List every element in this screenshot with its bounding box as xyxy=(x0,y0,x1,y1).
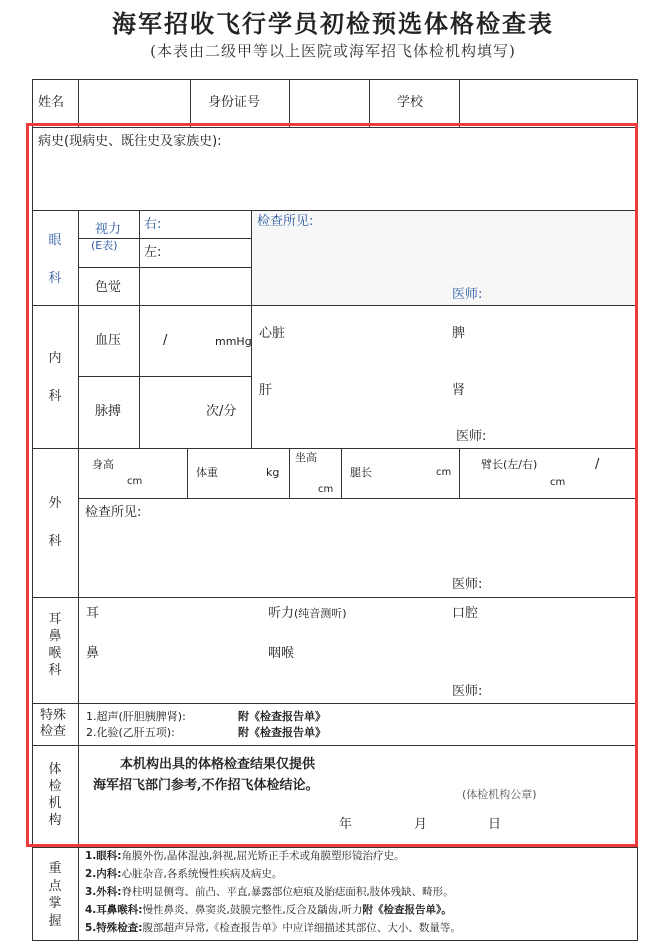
kidney-label: 肾 xyxy=(452,383,466,398)
page-subtitle: (本表由二级甲等以上医院或海军招飞体检机构填写) xyxy=(150,42,516,60)
ent-doctor-label: 医师: xyxy=(452,684,483,699)
school-label: 学校 xyxy=(397,95,424,110)
eye-doctor-label: 医师: xyxy=(452,287,483,302)
height-unit: cm xyxy=(127,476,143,487)
left-eye-label: 左: xyxy=(144,245,162,260)
keypoint-item: 1.眼科:角膜外伤,晶体混浊,斜视,屈光矫正手术或角膜塑形镜治疗史。 xyxy=(85,850,405,862)
org-section-label: 体 检 机 构 xyxy=(48,762,62,828)
keypoint-item: 2.内科:心脏杂音,各系统慢性疾病及病史。 xyxy=(85,868,283,880)
special-section-label: 特殊 检查 xyxy=(40,708,67,740)
vision-label: 视力 xyxy=(95,222,122,237)
internal-doctor-label: 医师: xyxy=(456,429,487,444)
color-vision-label: 色觉 xyxy=(95,280,122,295)
date-day-label: 日 xyxy=(488,817,502,832)
right-eye-label: 右: xyxy=(144,217,162,232)
liver-label: 肝 xyxy=(259,383,273,398)
heart-label: 心脏 xyxy=(259,326,286,341)
eye-findings-label: 检查所见: xyxy=(257,214,314,229)
arm-length-label: 臂长(左/右) xyxy=(481,458,538,471)
special-item-1: 1.超声(肝胆胰脾肾): xyxy=(86,710,186,723)
sit-height-unit: cm xyxy=(318,484,334,495)
weight-label: 体重 xyxy=(196,466,218,479)
hearing-sub-label: (纯音测听) xyxy=(294,607,347,620)
bp-separator: / xyxy=(163,333,168,348)
keypoints-section-label: 重 点 掌 握 xyxy=(48,861,62,929)
arm-length-separator: / xyxy=(595,457,600,472)
surgery-section-label: 外 科 xyxy=(48,496,62,549)
keypoint-item: 5.特殊检查:腹部超声异常,《检查报告单》中应详细描述其部位、大小、数量等。 xyxy=(85,922,461,934)
arm-length-unit: cm xyxy=(550,477,566,488)
ear-label: 耳 xyxy=(86,606,100,621)
highlight-box xyxy=(26,123,638,847)
surgery-doctor-label: 医师: xyxy=(452,577,483,592)
name-label: 姓名 xyxy=(38,95,65,110)
special-item-2: 2.化验(乙肝五项): xyxy=(86,726,175,739)
height-label: 身高 xyxy=(92,458,114,471)
throat-label: 咽喉 xyxy=(268,646,295,661)
pulse-unit: 次/分 xyxy=(206,404,237,419)
spleen-label: 脾 xyxy=(452,326,466,341)
date-month-label: 月 xyxy=(414,817,428,832)
ent-section-label: 耳 鼻 喉 科 xyxy=(48,612,62,678)
history-label: 病史(现病史、既往史及家族史): xyxy=(38,134,222,149)
sit-height-label: 坐高 xyxy=(295,451,317,464)
keypoint-item: 4.耳鼻喉科:慢性鼻炎、鼻窦炎,鼓膜完整性,反合及龋齿,听力附《检查报告单》。 xyxy=(85,904,452,916)
mouth-label: 口腔 xyxy=(452,606,479,621)
eye-section-label: 眼 科 xyxy=(48,233,62,286)
nose-label: 鼻 xyxy=(86,646,100,661)
vision-sub-label: (E表) xyxy=(91,239,118,252)
pulse-label: 脉搏 xyxy=(95,404,122,419)
org-seal-label: (体检机构公章) xyxy=(462,788,537,801)
special-item-2-attachment: 附《检查报告单》 xyxy=(238,726,326,739)
internal-section-label: 内 科 xyxy=(48,351,62,404)
surgery-findings-label: 检查所见: xyxy=(85,505,142,520)
special-item-1-attachment: 附《检查报告单》 xyxy=(238,710,326,723)
bp-label: 血压 xyxy=(95,333,122,348)
keypoint-item: 3.外科:脊柱明显侧弯、前凸、平直,暴露部位疤痕及胎痣面积,肢体残缺、畸形。 xyxy=(85,886,454,898)
leg-length-label: 腿长 xyxy=(350,466,372,479)
id-card-label: 身份证号 xyxy=(208,95,261,110)
date-year-label: 年 xyxy=(339,817,353,832)
hearing-label: 听力 xyxy=(268,606,295,621)
leg-length-unit: cm xyxy=(436,467,452,478)
page-title: 海军招收飞行学员初检预选体格检查表 xyxy=(112,9,554,38)
org-statement-line-2: 海军招飞部门参考,不作招飞体检结论。 xyxy=(93,778,319,793)
bp-unit: mmHg xyxy=(215,335,252,348)
weight-unit: kg xyxy=(266,466,280,479)
org-statement-line-1: 本机构出具的体格检查结果仅提供 xyxy=(120,757,316,772)
